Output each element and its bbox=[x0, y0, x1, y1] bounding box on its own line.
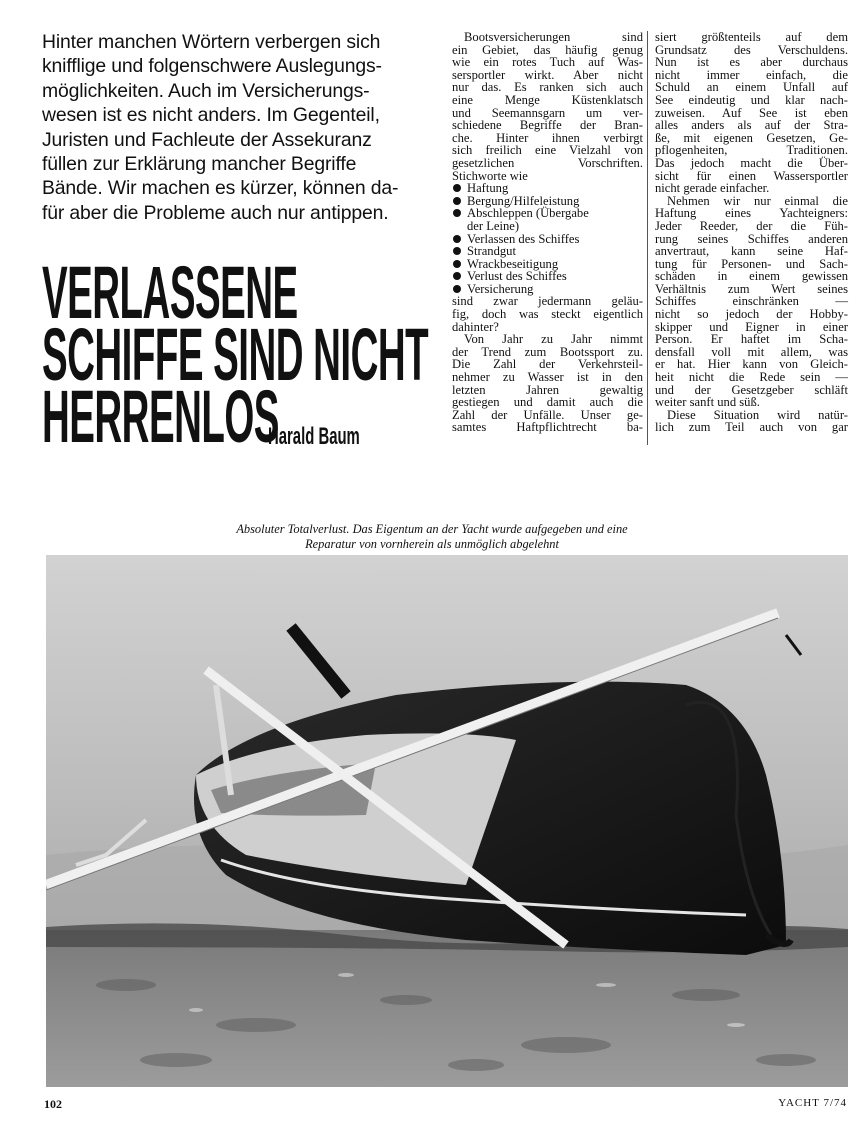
bullet-item: Verlassen des Schiffes bbox=[452, 233, 643, 246]
body-line: eine Menge Küstenklatsch bbox=[452, 92, 643, 107]
intro-line: möglichkeiten. Auch im Versicherungs- bbox=[42, 79, 370, 102]
body-line: letzten Jahren gewaltig bbox=[452, 382, 643, 397]
body-line: ein Gebiet, das häufig genug bbox=[452, 42, 643, 57]
body-line: Schuld an einem Unfall auf bbox=[655, 80, 848, 95]
body-line: Verhältnis zum Wert seines bbox=[655, 281, 848, 296]
bullet-dot-icon bbox=[453, 235, 461, 243]
body-line: skipper und Eigner in einer bbox=[655, 319, 848, 334]
intro-line: wesen ist es nicht anders. Im Gegenteil, bbox=[42, 104, 380, 127]
bullet-item: Strandgut bbox=[452, 245, 643, 258]
body-line: zuweisen. Auf See ist eben bbox=[655, 105, 848, 120]
body-line: er hat. Hier kann von Gleich- bbox=[655, 357, 848, 372]
bullet-continuation: der Leine) bbox=[467, 218, 520, 233]
body-line: und der Gesetzgeber schläft bbox=[655, 382, 848, 397]
body-line: lich zum Teil auch von gar bbox=[655, 420, 848, 435]
body-line: Haftung eines Yachteigners: bbox=[655, 206, 848, 221]
body-line: Von Jahr zu Jahr nimmt bbox=[464, 332, 643, 347]
body-line: sicht für einen Wassersportler bbox=[655, 168, 848, 183]
body-line: Person. Er haftet im Scha- bbox=[655, 332, 848, 347]
wrecked-yacht-photo bbox=[46, 555, 848, 1087]
bullet-item: Wrackbeseitigung bbox=[452, 258, 643, 271]
body-line: nur das. Es ranken sich auch bbox=[452, 80, 643, 95]
article-column-2 bbox=[655, 31, 848, 434]
body-line: Bootsversicherungen sind bbox=[464, 30, 643, 44]
bullet-dot-icon bbox=[453, 260, 461, 268]
bullet-dot-icon bbox=[453, 272, 461, 280]
bullet-dot-icon bbox=[453, 184, 461, 192]
bullet-dot-icon bbox=[453, 285, 461, 293]
intro-line: für aber die Probleme auch nur antippen. bbox=[42, 201, 389, 224]
body-line: nicht gerade einfacher. bbox=[655, 181, 770, 196]
body-line: ße, mit eigenen Gesetzen, Ge- bbox=[655, 130, 848, 145]
intro-line: knifflige und folgenschwere Auslegungs- bbox=[42, 55, 382, 78]
body-line: Die Zahl der Verkehrsteil- bbox=[452, 357, 643, 372]
caption-line: Reparatur von vornherein als unmöglich abgelehnt bbox=[305, 536, 559, 551]
body-line: See eindeutig und klar nach- bbox=[655, 92, 848, 107]
bullet-dot-icon bbox=[453, 197, 461, 205]
body-line: Das jedoch macht die Über- bbox=[655, 155, 848, 170]
body-line: Nehmen wir nur einmal die bbox=[667, 193, 848, 208]
body-line: densfall voll mit allem, was bbox=[655, 344, 848, 359]
body-line: und Seemannsgarn um ver- bbox=[452, 105, 643, 120]
intro-line: Bände. Wir machen es kürzer, können da- bbox=[42, 177, 399, 200]
body-line: tung für Personen- und Sach- bbox=[655, 256, 848, 271]
body-line: siert größtenteils auf dem bbox=[655, 30, 848, 44]
bullet-dot-icon bbox=[453, 209, 461, 217]
body-line: rung seines Schiffes anderen bbox=[655, 231, 848, 246]
body-line: Schiffes einschränken — bbox=[655, 294, 848, 309]
intro-line: Hinter manchen Wörtern verbergen sich bbox=[42, 31, 381, 53]
headline-line: HERRENLOS bbox=[42, 375, 279, 458]
magazine-issue: YACHT 7/74 bbox=[778, 1097, 847, 1109]
bullet-item: Abschleppen (Übergabe bbox=[452, 207, 643, 220]
bullet-item: Versicherung bbox=[452, 283, 643, 296]
headline-line: SCHIFFE SIND NICHT bbox=[42, 313, 429, 396]
body-line: Grundsatz des Verschuldens. bbox=[655, 42, 848, 57]
body-line: der Trend zum Bootssport zu. bbox=[452, 344, 643, 359]
body-line: wie ein rotes Tuch auf Was- bbox=[452, 55, 643, 70]
intro-paragraph bbox=[42, 30, 434, 225]
body-line: schiedene Begriffe der Bran- bbox=[452, 118, 643, 133]
body-line: sersportler wirkt. Aber nicht bbox=[452, 67, 643, 82]
body-line: samtes Haftpflichtrecht ba- bbox=[452, 420, 643, 435]
body-line: weiter sanft und süß. bbox=[655, 395, 760, 410]
body-line: Stichworte wie bbox=[452, 168, 528, 183]
body-line: nicht immer einfach, die bbox=[655, 67, 848, 82]
body-line: gesetzlichen Vorschriften. bbox=[452, 155, 643, 170]
body-line: nehmer zu Wasser ist in den bbox=[452, 370, 643, 385]
body-line: sich freilich eine Vielzahl von bbox=[452, 143, 643, 158]
photo-caption bbox=[150, 522, 714, 551]
intro-line: füllen zur Erklärung mancher Begriffe bbox=[42, 153, 357, 176]
body-line: heit nicht die Rede sein — bbox=[655, 370, 848, 385]
body-line: che. Hinter ihnen verbirgt bbox=[452, 130, 643, 145]
body-line: gestiegen und damit auch die bbox=[452, 395, 643, 410]
caption-line: Absoluter Totalverlust. Das Eigentum an der Yacht wurde aufgegeben und eine bbox=[236, 522, 628, 536]
author-byline: Harald Baum bbox=[268, 423, 360, 450]
body-line: Diese Situation wird natür- bbox=[667, 407, 848, 422]
article-column-1 bbox=[452, 31, 643, 434]
body-line: Zahl der Unfälle. Unser ge- bbox=[452, 407, 643, 422]
body-line: pflogenheiten, Traditionen. bbox=[655, 143, 848, 158]
column-divider bbox=[647, 31, 648, 445]
bullet-item: Haftung bbox=[452, 182, 643, 195]
intro-line: Juristen und Fachleute der Assekuranz bbox=[42, 128, 372, 151]
bullet-item: Verlust des Schiffes bbox=[452, 270, 643, 283]
page-number: 102 bbox=[44, 1097, 62, 1111]
body-line: sind zwar jedermann geläu- bbox=[452, 294, 643, 309]
bullet-dot-icon bbox=[453, 247, 461, 255]
body-line: Nun ist es aber durchaus bbox=[655, 55, 848, 70]
body-line: anvertraut, kann seine Haf- bbox=[655, 244, 848, 259]
body-line: Jeder Reeder, der die Füh- bbox=[655, 218, 848, 233]
body-line: alles anders als auf der Stra- bbox=[655, 118, 848, 133]
body-line: nicht so jedoch der Hobby- bbox=[655, 307, 848, 322]
body-line: dahinter? bbox=[452, 319, 499, 334]
body-line: schäden in einem gewissen bbox=[655, 269, 848, 284]
headline-line: VERLASSENE bbox=[42, 251, 298, 334]
bullet-item: Bergung/Hilfeleistung bbox=[452, 195, 643, 208]
body-line: fig, doch was steckt eigentlich bbox=[452, 307, 643, 322]
